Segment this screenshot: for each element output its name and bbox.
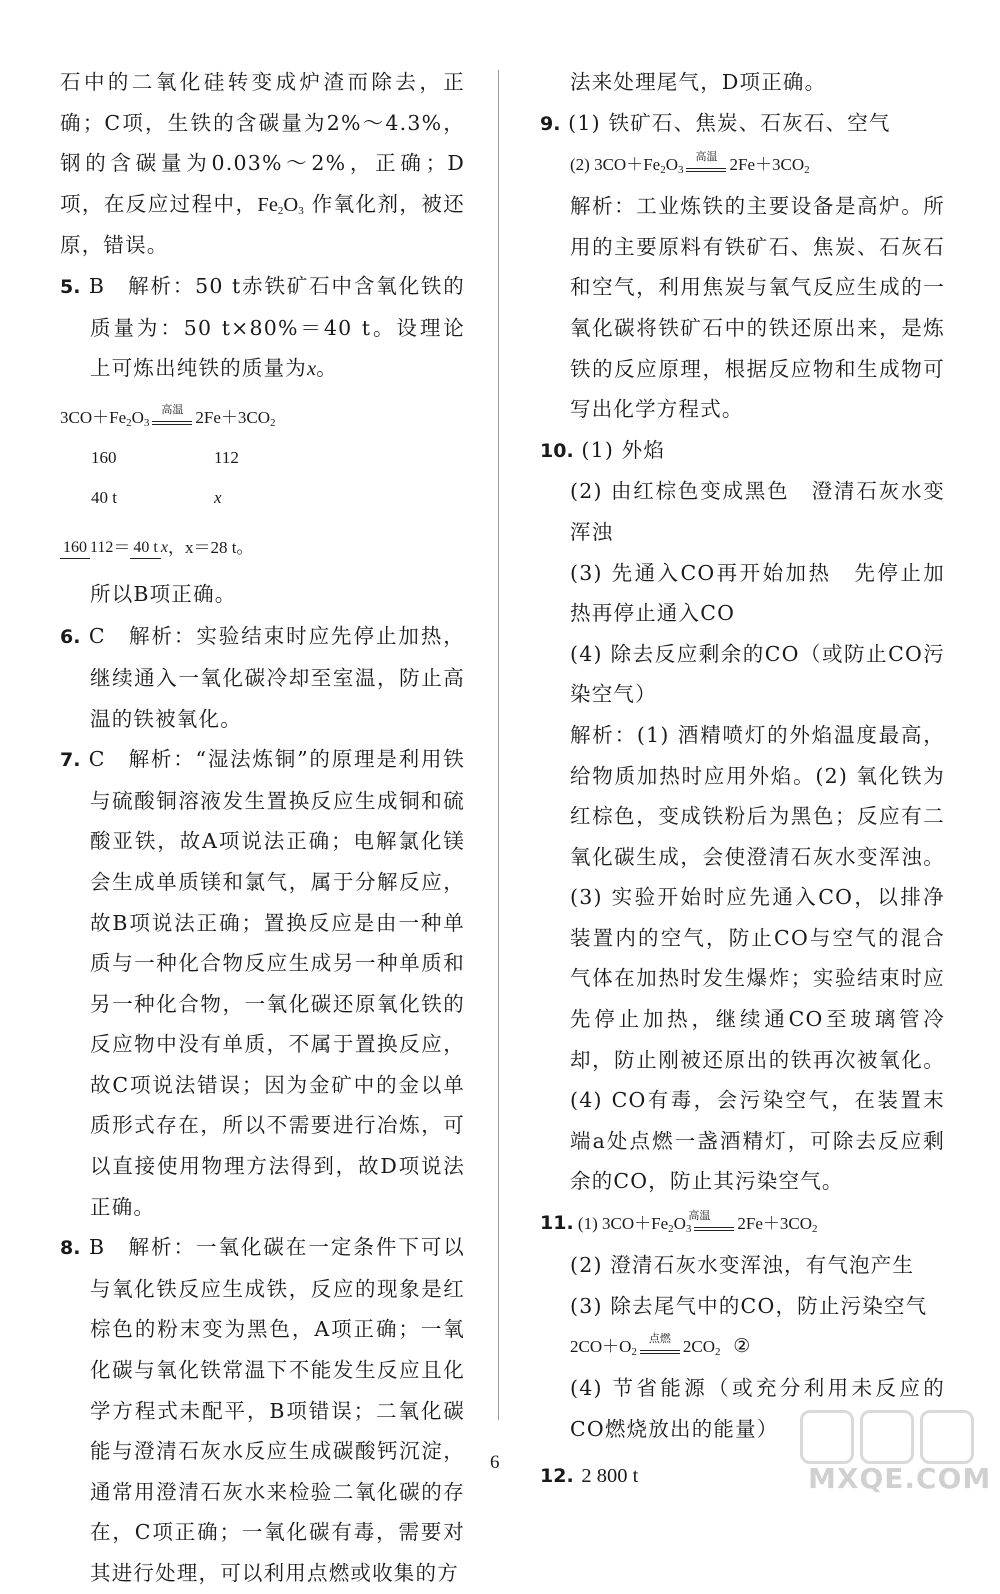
reaction-arrow: 高温	[692, 1214, 736, 1236]
answer-9-part-1	[540, 103, 945, 145]
answer-6	[60, 616, 465, 739]
question-number: 7.	[60, 749, 81, 772]
question-number: 10.	[540, 439, 574, 462]
reaction-arrow: 点燃	[638, 1337, 682, 1359]
answer-7	[60, 739, 465, 1227]
explanation-9: 解析：工业炼铁的主要设备是高炉。所用的主要原料有铁矿石、焦炭、石灰石和空气，利用焦炭与氧气反应生成的一氧化碳将铁矿石中的铁还原出来，是炼铁的反应原理，根据反应物和生成物可写出化学方程式。	[570, 194, 945, 422]
question-number: 6.	[60, 626, 81, 649]
answer-text: 2 800 t	[581, 1465, 639, 1488]
answer-10-part-4: (4) 除去反应剩余的CO（或防止CO污染空气）	[570, 641, 945, 707]
formula-fe2o3: $Fe_2O_3$	[257, 193, 304, 217]
question-number: 8.	[60, 1237, 81, 1260]
answer-11-part-4: (4) 节省能源（或充分利用未反应的CO燃烧放出的能量）	[570, 1376, 945, 1441]
answer-10-part-2: (2) 由红棕色变成黑色 澄清石灰水变浑浊	[570, 479, 945, 544]
answer-11-part-2: (2) 澄清石灰水变浑浊，有气泡产生	[570, 1253, 915, 1278]
answer-8	[60, 1227, 465, 1593]
equation-11: $2CO+O_2$ 点燃 $2CO_2$ ②	[570, 1332, 751, 1359]
calc-row-actual: 40 t x	[91, 487, 222, 507]
question-number: 5.	[60, 275, 81, 298]
answer-11-part-3: (3) 除去尾气中的CO，防止污染空气	[570, 1293, 928, 1318]
question-number: 12.	[540, 1465, 574, 1488]
answer-text: B 解析：50 t赤铁矿石中含氧化铁的质量为：50 t×80%＝40 t。设理论上可炼出纯铁的质量为	[88, 273, 465, 381]
answer-text: C 解析：“湿法炼铜”的原理是利用铁与硫酸铜溶液发生置换反应生成铜和硫酸亚铁，故A项说法正确；电解氯化镁会生成单质镁和氯气，属于分解反应，故B项说法正确；置换反应是由一种单质与一种化合物反应生成另一种单质和另一种化合物，一氧化碳还原氧化铁的反应物中没有单质，不属于置换反应，故C项说法错误；因为金矿中的金以单质形式存在，所以不需要进行冶炼，可以直接使用物理方法得到，故D项说法正确。	[88, 747, 466, 1219]
explanation-10: 解析：(1) 酒精喷灯的外焰温度最高，给物质加热时应用外焰。(2) 氧化铁为红棕色，变成铁粉后为黑色；反应有二氧化碳生成，会使澄清石灰水变浑浊。(3) 实验开始时应先通入CO，以排净装置内的空气，防止CO与空气的混合气体在加热时发生爆炸；实验结束时应先停止加热，继续通CO至玻璃管冷却，防止刚被还原出的铁再次被氧化。(4) CO有毒，会污染空气，在装置末端a处点燃一盏酒精灯，可除去反应剩余的CO，防止其污染空气。	[570, 722, 945, 1194]
proportion: 160 112＝ 40 t x，x＝28 t。	[60, 522, 465, 574]
answer-text: B 解析：一氧化碳在一定条件下可以与氧化铁反应生成铁，反应的现象是红棕色的粉末变为黑色，A项正确；一氧化碳与氧化铁常温下不能发生反应且化学方程式未配平，B项错误；二氧化碳能与澄清石灰水反应生成碳酸钙沉淀，通常用澄清石灰水来检验二氧化碳的存在，C项正确；一氧化碳有毒，需要对其进行处理，可以利用点燃或收集的方	[88, 1235, 466, 1585]
fraction-right: 40 t x	[130, 538, 168, 559]
answer-text: C 解析：实验结束时应先停止加热，继续通入一氧化碳冷却至室温，防止高温的铁被氧化。	[88, 624, 465, 731]
question-number: 9.	[540, 112, 561, 135]
continued-paragraph	[60, 62, 465, 266]
question-number: 11.	[540, 1212, 574, 1235]
reaction-arrow: 高温	[684, 155, 728, 177]
column-divider	[498, 70, 499, 1420]
reaction-arrow: 高温	[150, 408, 194, 430]
watermark-logo	[800, 1410, 970, 1460]
answer-10-part-3: (3) 先通入CO再开始加热 先停止加热再停止通入CO	[570, 560, 945, 626]
answer-5: 5. B 解析：50 t赤铁矿石中含氧化铁的质量为：50 t×80%＝40 t。设理论上可炼出纯铁的质量为x。	[60, 273, 465, 381]
page-number: 6	[490, 1452, 500, 1473]
answer-10-part-1	[540, 430, 945, 472]
variable-x: x	[307, 358, 317, 381]
text-line: 石中的二氧化硅转变成炉渣而除去，正确；C项，生铁的含碳量为2%～4.3%，钢的含碳量为0.03%～2%，正确；D项，在反应过程中，	[60, 70, 465, 216]
circled-number: ②	[733, 1336, 751, 1358]
right-column	[540, 62, 945, 1497]
fraction-left: 160 112	[60, 538, 113, 559]
continued-answer-8: 法来处理尾气，D项正确。	[570, 70, 827, 94]
answer-text: (1) 铁矿石、焦炭、石灰石、空气	[568, 110, 891, 135]
text-line: 作氧化剂，被还原，错误。	[60, 191, 465, 258]
watermark-site: MXQE.COM	[808, 1462, 992, 1495]
conclusion-5: 所以B项正确。	[90, 581, 237, 606]
left-column	[60, 62, 465, 1594]
equation-9: (2) $3CO+Fe_2O_3$ 高温 $2Fe+3CO_2$	[570, 150, 810, 177]
answer-11-part-1: 11. (1) $3CO+Fe_2O_3$ 高温 $2Fe+3CO_2$	[540, 1209, 818, 1236]
equation-5: $3CO+Fe_2O_3$ 高温 $2Fe+3CO_2$	[60, 402, 276, 429]
calc-row-mass: 160 112	[91, 447, 239, 467]
answer-text: (1) 外焰	[581, 437, 666, 462]
